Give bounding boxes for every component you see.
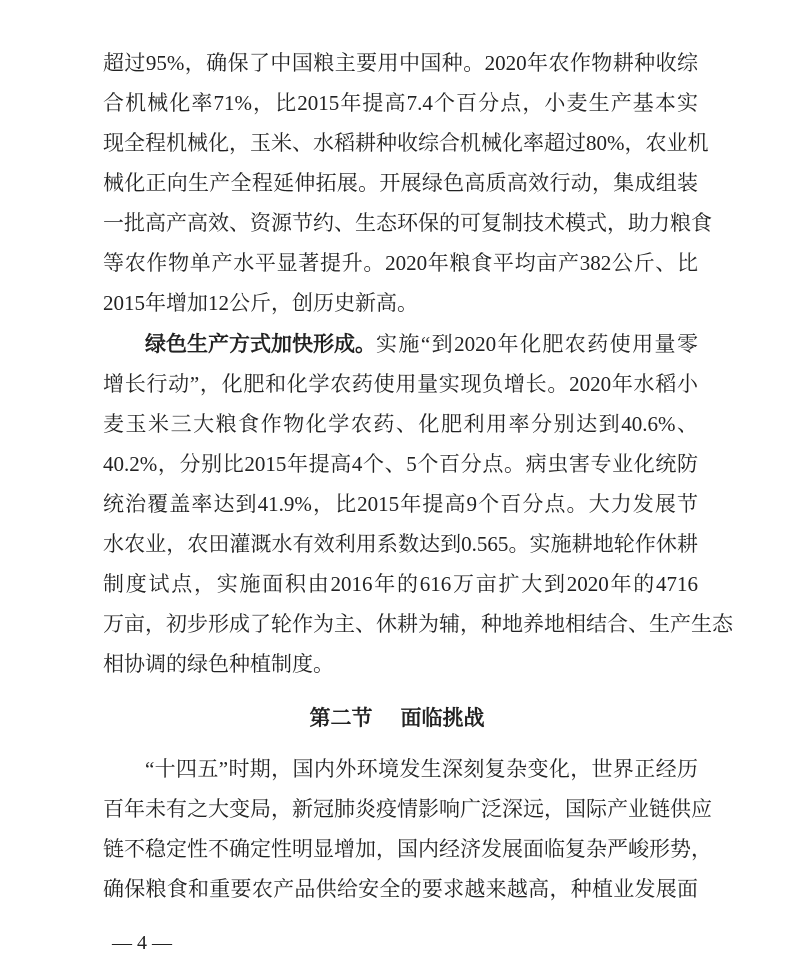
section-title: 面临挑战 (400, 706, 485, 730)
text-line: 链不稳定性不确定性明显增加，国内经济发展面临复杂严峻形势， (103, 837, 712, 861)
text-line: 一批高产高效、资源节约、生态环保的可复制技术模式，助力粮食 (103, 211, 712, 235)
text-line: 水农业，农田灌溉水有效利用系数达到0.565。实施耕地轮作休耕 (103, 532, 698, 556)
text-line: 合机械化率71%，比2015年提高7.4个百分点，小麦生产基本实 (103, 91, 698, 115)
text-line: 2015年增加12公斤，创历史新高。 (103, 291, 418, 315)
text-line: 40.2%，分别比2015年提高4个、5个百分点。病虫害专业化统防 (103, 452, 698, 476)
text-line: “十四五”时期，国内外环境发生深刻复杂变化，世界正经历 (145, 757, 698, 781)
text-line: 制度试点，实施面积由2016年的616万亩扩大到2020年的4716 (103, 572, 698, 596)
text-line: 百年未有之大变局，新冠肺炎疫情影响广泛深远，国际产业链供应 (103, 797, 712, 821)
text-line (145, 329, 698, 359)
text-line: 械化正向生产全程延伸拓展。开展绿色高质高效行动，集成组装 (103, 171, 698, 195)
text-line: 万亩，初步形成了轮作为主、休耕为辅，种地养地相结合、生产生态 (103, 612, 733, 636)
text-line-rest: 实施“到2020年化肥农药使用量零 (376, 332, 698, 356)
text-line: 现全程机械化，玉米、水稻耕种收综合机械化率超过80%，农业机 (103, 131, 709, 155)
text-line: 超过95%，确保了中国粮主要用中国种。2020年农作物耕种收综 (103, 51, 698, 75)
page-number: — 4 — (112, 932, 172, 954)
text-line: 麦玉米三大粮食作物化学农药、化肥利用率分别达到40.6%、 (103, 412, 698, 436)
section-heading (0, 703, 794, 733)
text-line: 确保粮食和重要农产品供给安全的要求越来越高，种植业发展面 (103, 877, 698, 901)
text-line: 增长行动”，化肥和化学农药使用量实现负增长。2020年水稻小 (103, 372, 698, 396)
section-number: 第二节 (309, 706, 373, 730)
text-line: 统治覆盖率达到41.9%，比2015年提高9个百分点。大力发展节 (103, 492, 698, 516)
paragraph-lead: 绿色生产方式加快形成。 (145, 332, 376, 356)
text-line: 相协调的绿色种植制度。 (103, 652, 334, 676)
text-line: 等农作物单产水平显著提升。2020年粮食平均亩产382公斤、比 (103, 251, 698, 275)
